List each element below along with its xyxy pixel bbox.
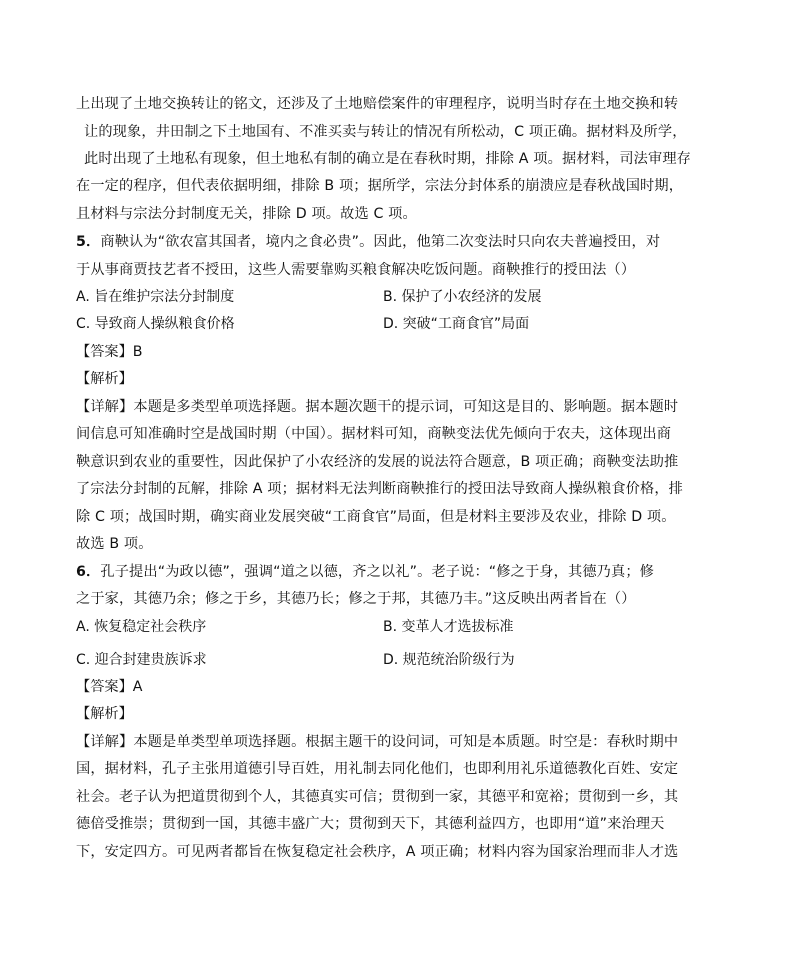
option-c: C. 迎合封建贵族诉求 (76, 652, 207, 668)
analysis-label: 【解析】 (76, 371, 133, 387)
option-b: B. 变革人才选拔标准 (383, 619, 514, 635)
question-text: 商鞅认为“欲农富其国者，境内之食必贵”。因此，他第二次变法时只向农夫普遍授田，对 (100, 234, 661, 250)
text-line: 让的现象，井田制之下土地国有、不准买卖与转让的情况有所松动，C 项正确。据材料及所学， (84, 124, 687, 140)
analysis-line: 鞅意识到农业的重要性，因此保护了小农经济的发展的说法符合题意，B 项正确；商鞅变法助推 (76, 454, 679, 470)
text-line: 此时出现了土地私有现象，但土地私有制的确立是在春秋时期，排除 A 项。据材料，司法审理存 (84, 151, 692, 167)
analysis-line: 国，据材料，孔子主张用道德引导百姓，用礼制去同化他们，也即利用礼乐道德教化百姓、安定 (76, 761, 679, 777)
analysis-line: 社会。老子认为把道贯彻到个人，其德真实可信；贯彻到一家，其德平和宽裕；贯彻到一乡，其 (76, 789, 679, 805)
question-number: 6． (76, 564, 101, 580)
analysis-line: 间信息可知准确时空是战国时期（中国）。据材料可知，商鞅变法优先倾向于农夫，这体现出商 (76, 426, 672, 442)
text-line: 且材料与宗法分封制度无关，排除 D 项。故选 C 项。 (76, 206, 417, 222)
question-number: 5． (76, 234, 101, 250)
answer-label: 【答案】B (76, 344, 143, 360)
analysis-line: 德倍受推崇；贯彻到一国，其德丰盛广大；贯彻到天下，其德利益四方，也即用“道”来治理天 (76, 816, 665, 832)
analysis-line: 【详解】本题是多类型单项选择题。据本题次题干的提示词，可知这是目的、影响题。据本题时 (76, 399, 679, 415)
text-line: 上出现了土地交换转让的铭文，还涉及了土地赔偿案件的审理程序，说明当时存在土地交换和转 (76, 96, 679, 112)
question-text: 孔子提出“为政以德”，强调“道之以德，齐之以礼”。老子说：“修之于身，其德乃真；修 (100, 564, 655, 580)
question-5-stem-line: 于从事商贾技艺者不授田，这些人需要靠购买粮食解决吃饭问题。商鞅推行的授田法（） (76, 262, 636, 278)
analysis-label: 【解析】 (76, 706, 133, 722)
question-5-stem-line (76, 233, 716, 251)
option-c: C. 导致商人操纵粮食价格 (76, 316, 235, 332)
option-d: D. 规范统治阶级行为 (383, 652, 515, 668)
analysis-line: 【详解】本题是单类型单项选择题。根据主题干的设问词，可知是本质题。时空是：春秋时期中 (76, 734, 679, 750)
analysis-line: 了宗法分封制的瓦解，排除 A 项；据材料无法判断商鞅推行的授田法导致商人操纵粮食价格，排 (76, 481, 684, 497)
option-d: D. 突破“工商食官”局面 (383, 316, 530, 332)
option-a: A. 旨在维护宗法分封制度 (76, 289, 235, 305)
option-a: A. 恢复稳定社会秩序 (76, 619, 207, 635)
analysis-line: 故选 B 项。 (76, 536, 153, 552)
analysis-line: 下，安定四方。可见两者都旨在恢复稳定社会秩序，A 项正确；材料内容为国家治理而非人才选 (76, 844, 679, 860)
question-6-stem-line: 之于家，其德乃余；修之于乡，其德乃长；修之于邦，其德乃丰。”这反映出两者旨在（） (76, 591, 636, 607)
text-line: 在一定的程序，但代表依据明细，排除 B 项；据所学，宗法分封体系的崩溃应是春秋战国时期， (76, 178, 684, 194)
analysis-line: 除 C 项；战国时期，确实商业发展突破“工商食官”局面，但是材料主要涉及农业，排除 D 项。 (76, 509, 676, 525)
option-b: B. 保护了小农经济的发展 (383, 289, 542, 305)
answer-label: 【答案】A (76, 679, 143, 695)
question-6-stem-line (76, 563, 716, 581)
